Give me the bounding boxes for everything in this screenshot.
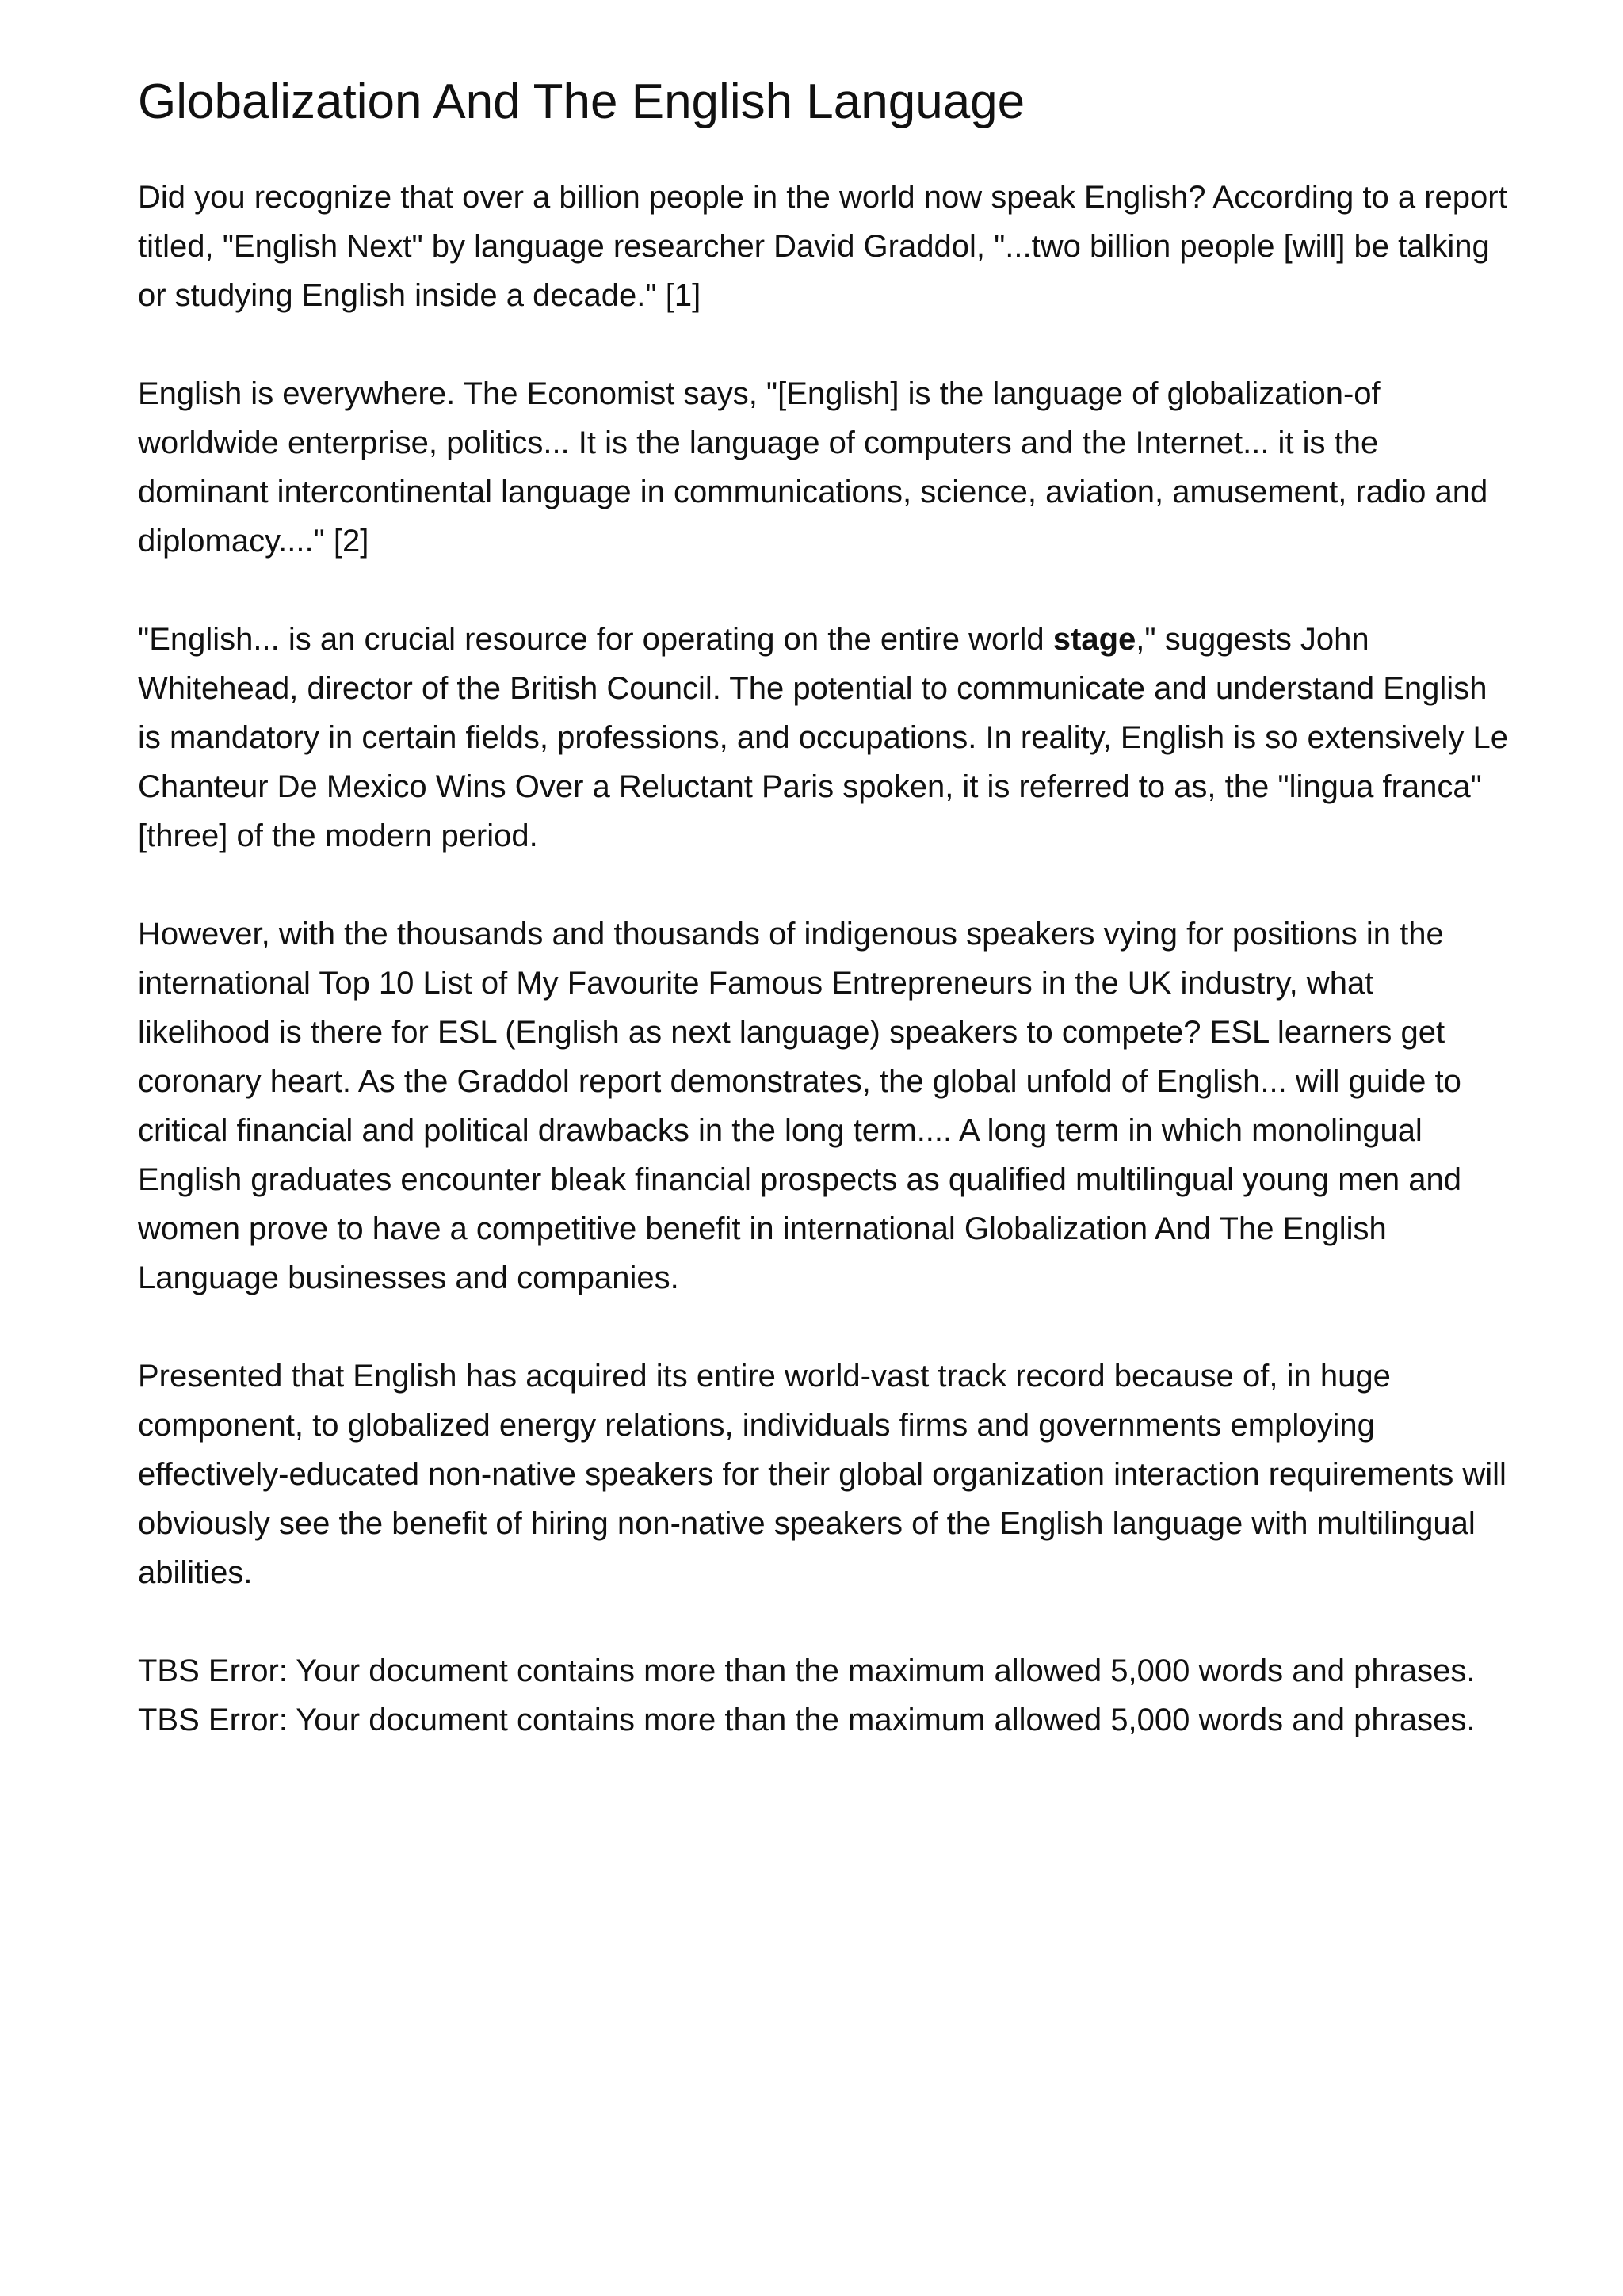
paragraph-3-text-after: ," suggests John Whitehead, director of the British Council. The potential to communicate and understand English is mandatory in certain fields, professions, and occupations. In reality, English is so extensively Le Chanteur De Mexico Wins Over a Reluctant Paris spoken, it is referred to as, the "lingua franca" [three] of the modern period. xyxy=(138,622,1509,853)
error-message-1: TBS Error: Your document contains more than the maximum allowed 5,000 words and phrases. xyxy=(138,1653,1476,1688)
document-page xyxy=(138,67,1510,1745)
paragraph-2: English is everywhere. The Economist says, "[English] is the language of globalization-of worldwide enterprise, politics... It is the language of computers and the Internet... it is the dominant intercontinental language in communications, science, aviation, amusement, radio and diplomacy...." [2] xyxy=(138,376,1488,559)
page-title: Globalization And The English Language xyxy=(138,74,1025,129)
error-message-2: TBS Error: Your document contains more than the maximum allowed 5,000 words and phrases. xyxy=(138,1703,1476,1737)
paragraph-3-bold-word: stage xyxy=(1052,622,1136,657)
paragraph-1: Did you recognize that over a billion people in the world now speak English? According to a report titled, "English Next" by language researcher David Graddol, "...two billion people [will] be talking or studying English inside a decade." [1] xyxy=(138,180,1507,313)
paragraph-3-text-before: "English... is an crucial resource for operating on the entire world xyxy=(138,622,1053,657)
paragraph-5: Presented that English has acquired its entire world-vast track record because of, in huge component, to globalized energy relations, individuals firms and governments employing effectively-educated non-native speakers for their global organization interaction requirements will obviously see the benefit of hiring non-native speakers of the English language with multilingual abilities. xyxy=(138,1359,1507,1590)
paragraph-4: However, with the thousands and thousands of indigenous speakers vying for positions in the international Top 10 List of My Favourite Famous Entrepreneurs in the UK industry, what likelihood is there for ESL (English as next language) speakers to compete? ESL learners get coronary heart. As the Graddol report demonstrates, the global unfold of English... will guide to critical financial and political drawbacks in the long term.... A long term in which monolingual English graduates encounter bleak financial prospects as qualified multilingual young men and women prove to have a competitive benefit in international Globalization And The English Language businesses and companies. xyxy=(138,917,1461,1295)
paragraph-3 xyxy=(138,615,1510,860)
error-messages xyxy=(138,1646,1510,1745)
